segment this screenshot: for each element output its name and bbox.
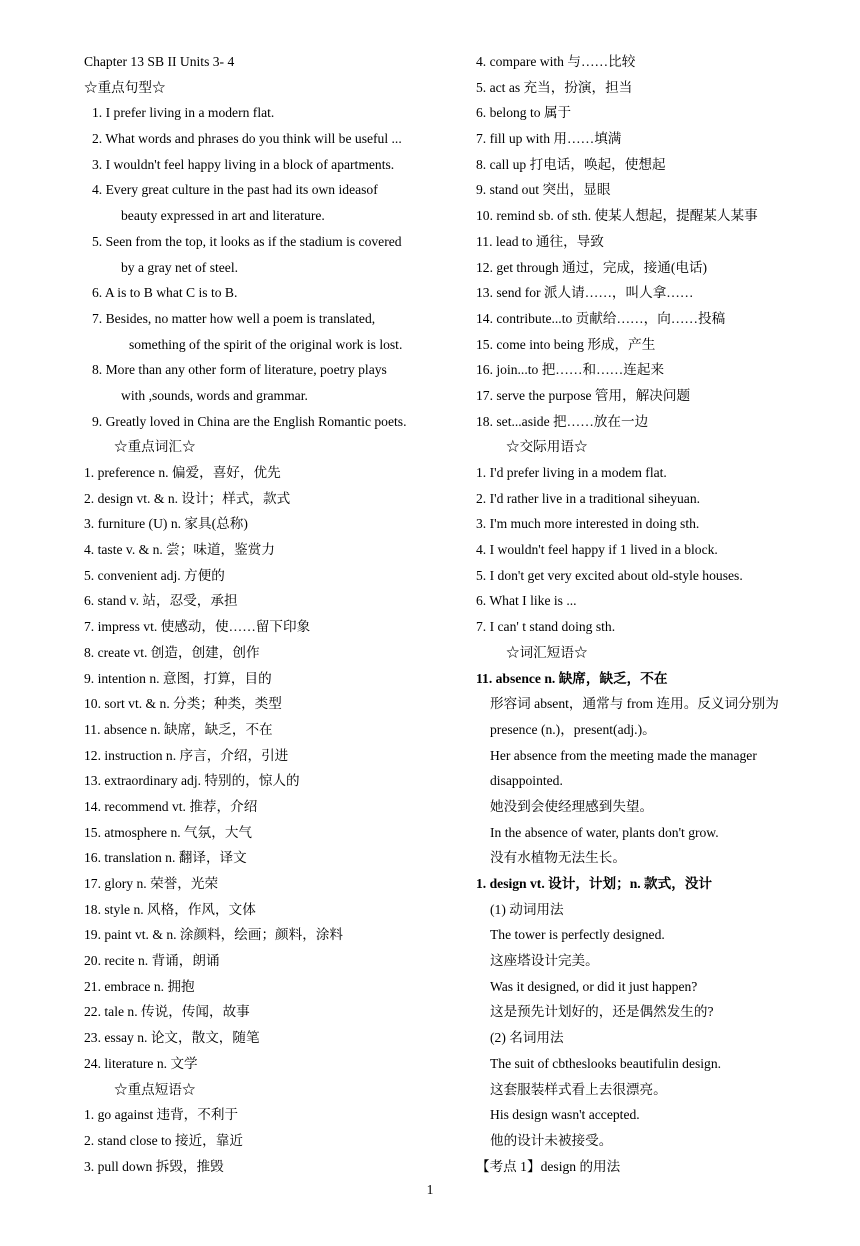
communication-item: 3. I'm much more interested in doing sth.: [476, 516, 700, 532]
sentence-line: 8. More than any other form of literature, poetry plays: [92, 362, 387, 378]
vocab-item: 2. design vt. & n. 设计；样式，款式: [84, 490, 291, 506]
note-line: 这是预先计划好的，还是偶然发生的?: [490, 1004, 714, 1020]
sentence-line: 6. A is to B what C is to B.: [92, 285, 238, 301]
vocab-item: 9. intention n. 意图，打算，目的: [84, 670, 272, 686]
note-line: The tower is perfectly designed.: [490, 927, 665, 943]
key-phrases-list: [84, 1102, 456, 1179]
phrase-item: 13. send for 派人请……，叫人拿……: [476, 285, 694, 301]
vocab-item: 1. preference n. 偏爱，喜好，优先: [84, 465, 281, 480]
vocab-item: 13. extraordinary adj. 特别的，惊人的: [84, 773, 300, 789]
note-line: The suit of cbtheslooks beautifulin design.: [490, 1055, 722, 1071]
vocab-item: 6. stand v. 站，忍受，承担: [84, 593, 238, 609]
vocab-item: 23. essay n. 论文，散文，随笔: [84, 1030, 260, 1046]
vocab-item: 18. style n. 风格，作风，文体: [84, 901, 256, 917]
phrase-item: 14. contribute...to 贡献给……，向……投稿: [476, 310, 726, 326]
vocab-item: 4. taste v. & n. 尝；味道，鉴赏力: [84, 542, 275, 558]
phrase-item: 16. join...to 把……和……连起来: [476, 362, 665, 378]
phrase-item: 17. serve the purpose 管用，解决问题: [476, 387, 691, 403]
phrase-item: 10. remind sb. of sth. 使某人想起，提醒某人某事: [476, 208, 758, 224]
communication-item: 2. I'd rather live in a traditional siheyuan.: [476, 490, 701, 506]
sentence-line: 2. What words and phrases do you think will be useful ...: [92, 131, 402, 147]
sentence-line: 1. I prefer living in a modern flat.: [92, 105, 275, 121]
note-line: 形容词 absent，通常与 from 连用。反义词分别为: [490, 696, 779, 712]
vocab-notes: [476, 666, 846, 1180]
key-sentences-title: ☆重点句型☆: [84, 79, 166, 95]
sentence-line: beauty expressed in art and literature.: [121, 208, 325, 224]
vocab-item: 16. translation n. 翻译，译文: [84, 850, 247, 866]
vocab-item: 19. paint vt. & n. 涂颜料，绘画；颜料，涂料: [84, 927, 344, 943]
sentence-line: 5. Seen from the top, it looks as if the stadium is covered: [92, 233, 402, 249]
note-line: His design wasn't accepted.: [490, 1107, 640, 1123]
note-line: In the absence of water, plants don't grow.: [490, 824, 719, 840]
vocab-item: 12. instruction n. 序言，介绍，引进: [84, 747, 289, 763]
vocab-item: 7. impress vt. 使感动，使……留下印象: [84, 619, 311, 635]
vocab-item: 15. atmosphere n. 气氛，大气: [84, 824, 253, 840]
phrase-item: 11. lead to 通往，导致: [476, 233, 604, 249]
vocab-item: 14. recommend vt. 推荐，介绍: [84, 798, 258, 814]
phrase-item: 15. come into being 形成，产生: [476, 336, 656, 352]
sentence-line: 7. Besides, no matter how well a poem is translated,: [92, 310, 376, 326]
phrase-item: 8. call up 打电话，唤起，使想起: [476, 156, 666, 172]
note-line: (1) 动词用法: [490, 901, 564, 917]
vocab-item: 17. glory n. 荣誉，光荣: [84, 876, 219, 891]
sentence-line: with ,sounds, words and grammar.: [121, 387, 308, 403]
note-line: Her absence from the meeting made the manager: [490, 747, 757, 763]
note-line: disappointed.: [490, 773, 563, 789]
sentence-line: 4. Every great culture in the past had its own ideasof: [92, 182, 378, 198]
vocab-item: 11. absence n. 缺席，缺乏，不在: [84, 721, 273, 737]
communication-item: 5. I don't get very excited about old-style houses.: [476, 567, 743, 583]
key-phrases-title: ☆重点短语☆: [114, 1081, 196, 1097]
note-line: 她没到会使经理感到失望。: [490, 798, 654, 814]
phrase-item: 3. pull down 拆毁，推毁: [84, 1158, 224, 1174]
vocab-item: 3. furniture (U) n. 家具(总称): [84, 516, 248, 532]
phrase-item: 6. belong to 属于: [476, 105, 572, 121]
communication-item: 7. I can' t stand doing sth.: [476, 619, 616, 635]
phrase-item: 9. stand out 突出，显眼: [476, 182, 611, 198]
phrase-item: 7. fill up with 用……填满: [476, 131, 622, 147]
phrase-item: 4. compare with 与……比较: [476, 54, 636, 69]
note-line: 11. absence n. 缺席，缺乏，不在: [476, 670, 668, 686]
phrase-item: 1. go against 违背，不利于: [84, 1107, 239, 1123]
note-line: 这套服装样式看上去很漂亮。: [490, 1081, 667, 1097]
note-line: (2) 名词用法: [490, 1030, 564, 1046]
right-column: [476, 49, 846, 1179]
phrase-item: 2. stand close to 接近，靠近: [84, 1132, 243, 1148]
note-line: 【考点 1】design 的用法: [476, 1158, 621, 1174]
note-line: 这座塔设计完美。: [490, 953, 599, 969]
communication-list: [476, 460, 846, 640]
note-line: 没有水植物无法生长。: [490, 850, 626, 866]
key-vocab-list: [84, 460, 456, 1077]
vocab-item: 21. embrace n. 拥抱: [84, 978, 195, 994]
sentence-line: something of the spirit of the original work is lost.: [129, 336, 403, 352]
sentence-line: 9. Greatly loved in China are the English Romantic poets.: [92, 413, 407, 429]
note-line: 1. design vt. 设计，计划；n. 款式，没计: [476, 876, 713, 891]
sentence-line: by a gray net of steel.: [121, 259, 239, 275]
phrase-item: 18. set...aside 把……放在一边: [476, 413, 649, 429]
note-line: Was it designed, or did it just happen?: [490, 978, 698, 994]
vocab-phrases-title: ☆词汇短语☆: [506, 644, 588, 660]
vocab-item: 24. literature n. 文学: [84, 1055, 198, 1071]
communication-item: 4. I wouldn't feel happy if 1 lived in a block.: [476, 542, 718, 558]
left-column: [84, 49, 456, 1179]
sentence-line: 3. I wouldn't feel happy living in a block of apartments.: [92, 156, 395, 172]
vocab-item: 10. sort vt. & n. 分类；种类，类型: [84, 696, 282, 712]
communication-item: 1. I'd prefer living in a modem flat.: [476, 465, 667, 480]
vocab-item: 8. create vt. 创造，创建，创作: [84, 644, 260, 660]
phrase-item: 5. act as 充当，扮演，担当: [476, 79, 633, 95]
vocab-item: 22. tale n. 传说，传闻，故事: [84, 1004, 250, 1020]
chapter-header: Chapter 13 SB II Units 3- 4: [84, 54, 235, 69]
communication-title: ☆交际用语☆: [506, 439, 588, 455]
page-number: 1: [426, 1182, 434, 1197]
phrase-item: 12. get through 通过，完成，接通(电话): [476, 259, 708, 275]
vocab-item: 5. convenient adj. 方便的: [84, 567, 225, 583]
key-phrases-continued-list: [476, 49, 846, 434]
key-sentences-list: [84, 100, 456, 434]
vocab-item: 20. recite n. 背诵，朗诵: [84, 953, 220, 969]
key-vocab-title: ☆重点词汇☆: [114, 439, 196, 455]
communication-item: 6. What I like is ...: [476, 593, 577, 609]
note-line: presence (n.)，present(adj.)。: [490, 721, 656, 737]
note-line: 他的设计未被接受。: [490, 1132, 613, 1148]
